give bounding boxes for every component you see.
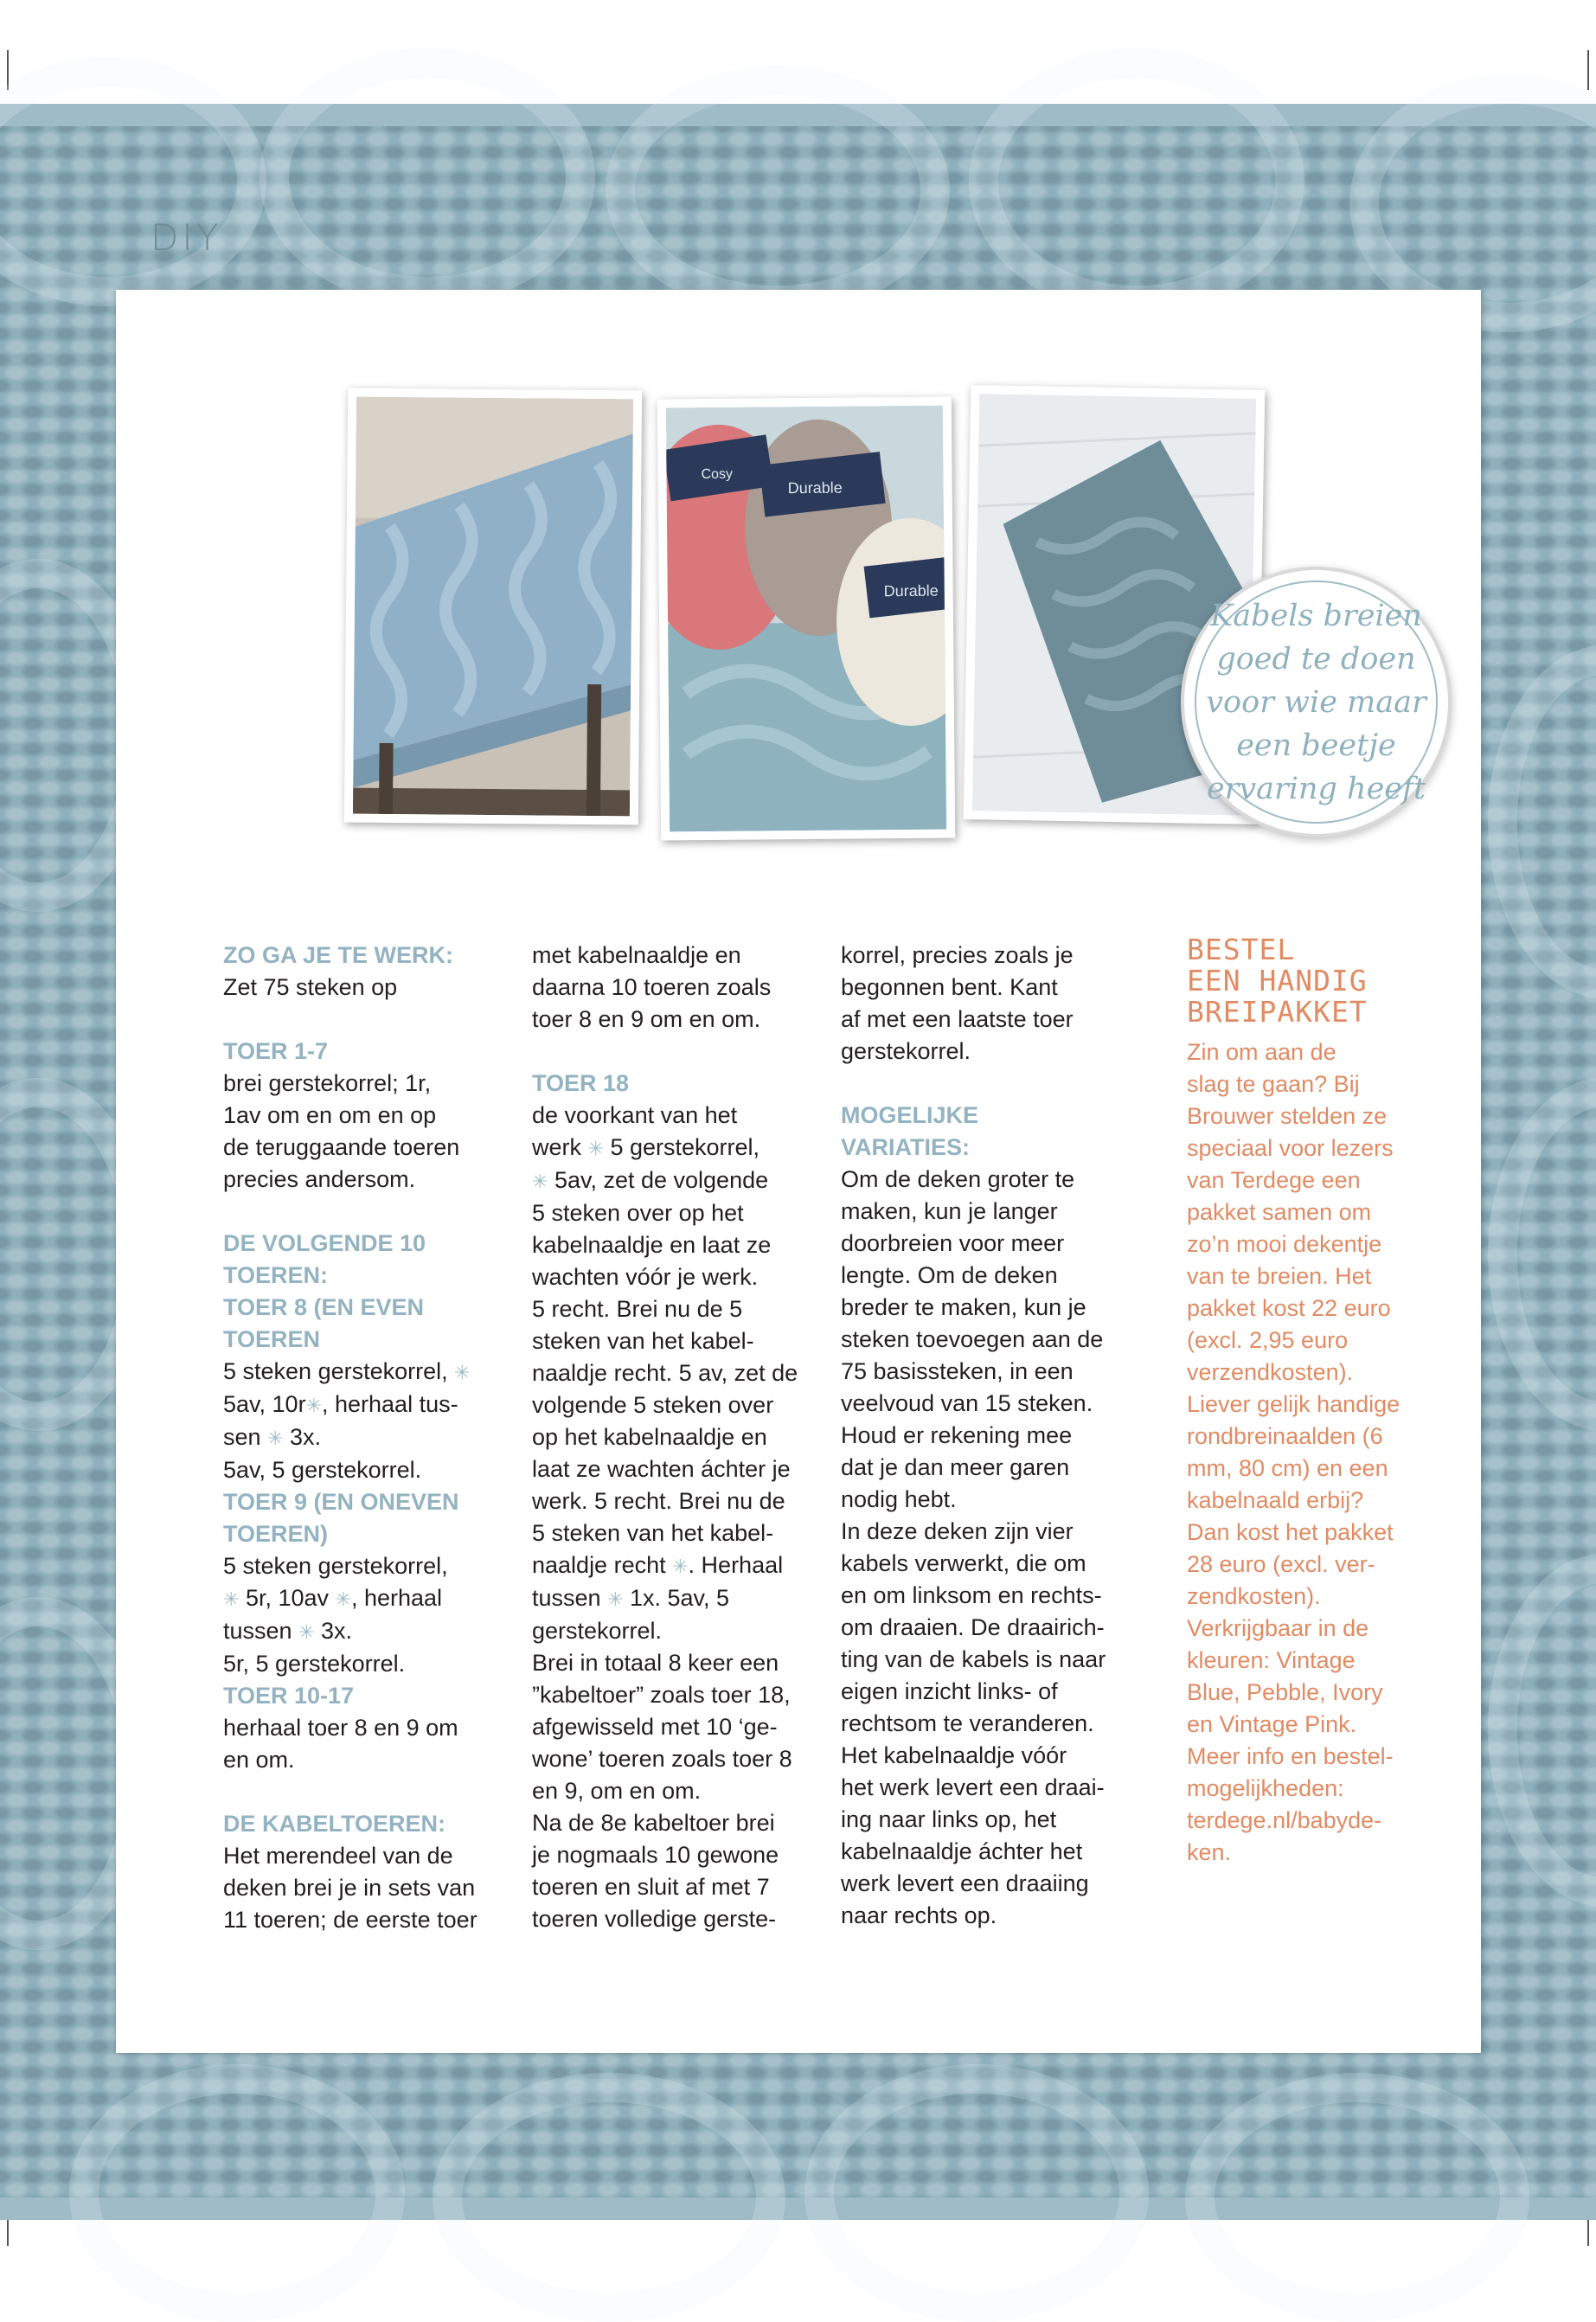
asterisk-icon: ✳ [223,1588,240,1610]
section-heading: TOER 1-7 [223,1038,329,1064]
text-line: steken van het kabel- [532,1328,754,1354]
text-line: doorbreien voor meer [841,1230,1065,1256]
text-line: eigen inzicht links- of [841,1678,1058,1704]
cable-texture [606,66,950,315]
section-heading: TOEREN [223,1326,321,1352]
text-line: 5r, 5 gerstekorrel. [223,1651,406,1677]
cable-texture [1488,1078,1596,1431]
text-line: gerstekorrel. [532,1618,663,1644]
order-text-line: mm, 80 cm) en een [1187,1455,1388,1481]
order-text-line: ken. [1187,1839,1232,1865]
crop-mark [1587,50,1589,90]
paragraph-gap [532,1036,817,1068]
section-heading: MOGELIJKE [841,1102,979,1128]
section-heading: TOER 9 (EN ONEVEN [223,1489,459,1515]
cable-texture [433,2073,785,2322]
instructions-column-2 [532,940,817,1935]
text-line: en om. [223,1747,295,1773]
cable-texture [69,2064,405,2322]
section-heading: TOER 8 (EN EVEN [223,1294,425,1320]
cable-texture [260,48,595,306]
text-line: naar rechts op. [841,1902,997,1928]
text-line: Houd er rekening mee [841,1422,1073,1448]
paragraph-gap [841,1068,1135,1100]
quote-bubble [1181,567,1452,837]
text-line: en om linksom en rechts- [841,1582,1102,1608]
text-line: 5av, 10r✳, herhaal tus- [223,1391,458,1417]
order-text-line: Blue, Pebble, Ivory [1187,1679,1383,1705]
text-line: begonnen bent. Kant [841,974,1058,1000]
order-title-line: BREIPAKKET [1187,995,1368,1029]
section-heading: DE VOLGENDE 10 [223,1230,426,1256]
order-text-line: Zin om aan de [1187,1039,1336,1065]
order-text-line: Brouwer stelden ze [1187,1103,1388,1129]
instructions-column-1 [223,940,509,1936]
text-line: toeren en sluit af met 7 [532,1874,770,1900]
section-heading: ZO GA JE TE WERK: [223,942,454,968]
section-heading: TOER 10-17 [223,1683,355,1709]
text-line: Zet 75 steken op [223,974,398,1000]
text-line: herhaal toer 8 en 9 om [223,1715,458,1741]
text-line: 5 steken van het kabel- [532,1520,774,1546]
text-line: toeren volledige gerste- [532,1906,777,1932]
text-line: 1av om en om en op [223,1102,437,1128]
text-line: werk ✳ 5 gerstekorrel, [532,1134,760,1160]
text-line: wone’ toeren zoals toer 8 [532,1746,792,1772]
section-heading: DE KABELTOEREN: [223,1811,446,1837]
order-text-line: 28 euro (excl. ver- [1187,1551,1375,1577]
text-line: brei gerstekorrel; 1r, [223,1070,432,1096]
text-line: toer 8 en 9 om en om. [532,1006,761,1032]
text-line: kabelnaaldje áchter het [841,1838,1083,1864]
text-line: Het kabelnaaldje vóór [841,1742,1067,1768]
text-line: afgewisseld met 10 ‘ge- [532,1714,778,1740]
asterisk-icon: ✳ [298,1621,315,1643]
order-text [1187,1036,1446,1869]
text-line: Om de deken groter te [841,1166,1075,1192]
cable-texture [0,57,266,306]
blanket-on-bench-photo [344,388,642,825]
text-line: af met een laatste toer [841,1006,1074,1032]
order-text-line: Liever gelijk handige [1187,1391,1401,1417]
order-title-line: BESTEL [1187,933,1296,966]
order-text-line: Dan kost het pakket [1187,1519,1394,1545]
text-line: maken, kun je langer [841,1198,1058,1224]
order-text-line: rondbreinaalden (6 [1187,1423,1383,1449]
order-text-line: pakket kost 22 euro [1187,1295,1391,1321]
text-line: Na de 8e kabeltoer brei [532,1810,775,1836]
order-title-line: EEN HANDIG [1187,964,1368,997]
order-text-line: zo’n mooi dekentje [1187,1231,1382,1257]
text-line: Het merendeel van de [223,1843,453,1869]
asterisk-icon: ✳ [305,1395,322,1416]
yarn-label: Cosy [701,466,734,483]
text-line: dat je dan meer garen [841,1454,1070,1480]
cable-texture [1185,2073,1529,2322]
text-line: ting van de kabels is naar [841,1646,1106,1672]
order-text-line: terdege.nl/babyde- [1187,1807,1382,1833]
text-line: veelvoud van 15 steken. [841,1390,1093,1416]
yarn-label: Durable [787,478,843,497]
text-line: en 9, om en om. [532,1778,702,1804]
text-line: nodig hebt. [841,1486,957,1512]
text-line: sen ✳ 3x. [223,1424,322,1450]
yarn-label: Durable [883,581,939,600]
section-label: DIY [151,216,222,259]
cable-texture [804,2064,1149,2322]
text-line: gerstekorrel. [841,1038,971,1064]
text-line: het werk levert een draai- [841,1774,1105,1800]
order-box [1187,934,1446,1869]
order-text-line: slag te gaan? Bij [1187,1071,1360,1097]
text-line: laat ze wachten áchter je [532,1456,791,1482]
text-line: met kabelnaaldje en [532,942,741,968]
text-line: de teruggaande toeren [223,1134,460,1160]
text-line: werk. 5 recht. Brei nu de [532,1488,785,1514]
text-line: naaldje recht. 5 av, zet de [532,1360,798,1386]
asterisk-icon: ✳ [532,1171,548,1192]
text-line: ing naar links op, het [841,1806,1057,1832]
text-line: 5av, 5 gerstekorrel. [223,1457,422,1483]
text-line: tussen ✳ 1x. 5av, 5 [532,1585,730,1611]
text-line: kabels verwerkt, die om [841,1550,1086,1576]
text-line: ✳ 5r, 10av ✳, herhaal [223,1585,443,1611]
text-line: op het kabelnaaldje en [532,1424,767,1450]
instructions-column-3 [841,940,1135,1932]
asterisk-icon: ✳ [587,1138,604,1159]
text-line: ”kabeltoer” zoals toer 18, [532,1682,791,1708]
text-line: 11 toeren; de eerste toer [223,1907,478,1933]
cable-texture [1488,1554,1596,1907]
order-text-line: van Terdege een [1187,1167,1361,1193]
paragraph-gap [223,1196,509,1228]
yarn-balls-photo [657,397,955,841]
order-text-line: Meer info en bestel- [1187,1743,1394,1769]
text-line: 5 steken over op het [532,1200,744,1226]
order-text-line: van te breien. Het [1187,1263,1372,1289]
text-line: kabelnaaldje en laat ze [532,1232,772,1258]
text-line: ✳ 5av, zet de volgende [532,1167,769,1193]
text-line: deken brei je in sets van [223,1875,476,1901]
order-text-line: kleuren: Vintage [1187,1647,1356,1673]
text-line: In deze deken zijn vier [841,1518,1074,1544]
order-text-line: speciaal voor lezers [1187,1135,1394,1161]
order-text-line: en Vintage Pink. [1187,1711,1357,1737]
text-line: precies andersom. [223,1166,416,1192]
text-line: om draaien. De draairich- [841,1614,1105,1640]
order-text-line: Verkrijgbaar in de [1187,1615,1369,1641]
section-heading: TOER 18 [532,1070,630,1096]
order-text-line: mogelijkheden: [1187,1775,1344,1801]
text-line: Brei in totaal 8 keer een [532,1650,779,1676]
text-line: werk levert een draaiing [841,1870,1089,1896]
order-text-line: kabelnaald erbij? [1187,1487,1364,1513]
asterisk-icon: ✳ [267,1427,284,1449]
paragraph-gap [223,1776,509,1808]
text-line: naaldje recht ✳. Herhaal [532,1552,784,1578]
text-line: steken toevoegen aan de [841,1326,1104,1352]
asterisk-icon: ✳ [672,1555,689,1577]
text-line: de voorkant van het [532,1102,738,1128]
text-line: volgende 5 steken over [532,1392,774,1418]
text-line: 5 recht. Brei nu de 5 [532,1296,743,1322]
asterisk-icon: ✳ [607,1588,624,1610]
text-line: 5 steken gerstekorrel, ✳ [223,1358,471,1384]
quote-text: Kabels breien goed te doen voor wie maar een beetje ervaring heeft [1206,598,1426,806]
text-line: daarna 10 toeren zoals [532,974,772,1000]
text-line: 75 basissteken, in een [841,1358,1074,1384]
order-text-line: pakket samen om [1187,1199,1372,1225]
text-line: wachten vóór je werk. [532,1264,759,1290]
text-line: korrel, precies zoals je [841,942,1074,968]
text-line: rechtsom te veranderen. [841,1710,1094,1736]
text-line: breder te maken, kun je [841,1294,1086,1320]
text-line: tussen ✳ 3x. [223,1618,353,1644]
asterisk-icon: ✳ [335,1588,351,1610]
paragraph-gap [223,1004,509,1036]
text-line: lengte. Om de deken [841,1262,1058,1288]
asterisk-icon: ✳ [454,1362,471,1383]
section-heading: TOEREN: [223,1262,329,1288]
text-line: 5 steken gerstekorrel, [223,1553,448,1579]
cable-texture [1488,645,1596,998]
section-heading: TOEREN) [223,1521,329,1547]
section-heading: VARIATIES: [841,1134,971,1160]
cable-texture [969,48,1304,315]
text-line: je nogmaals 10 gewone [532,1842,779,1868]
order-text-line: verzendkosten). [1187,1359,1354,1385]
order-text-line: zendkosten). [1187,1583,1321,1609]
order-text-line: (excl. 2,95 euro [1187,1327,1349,1353]
